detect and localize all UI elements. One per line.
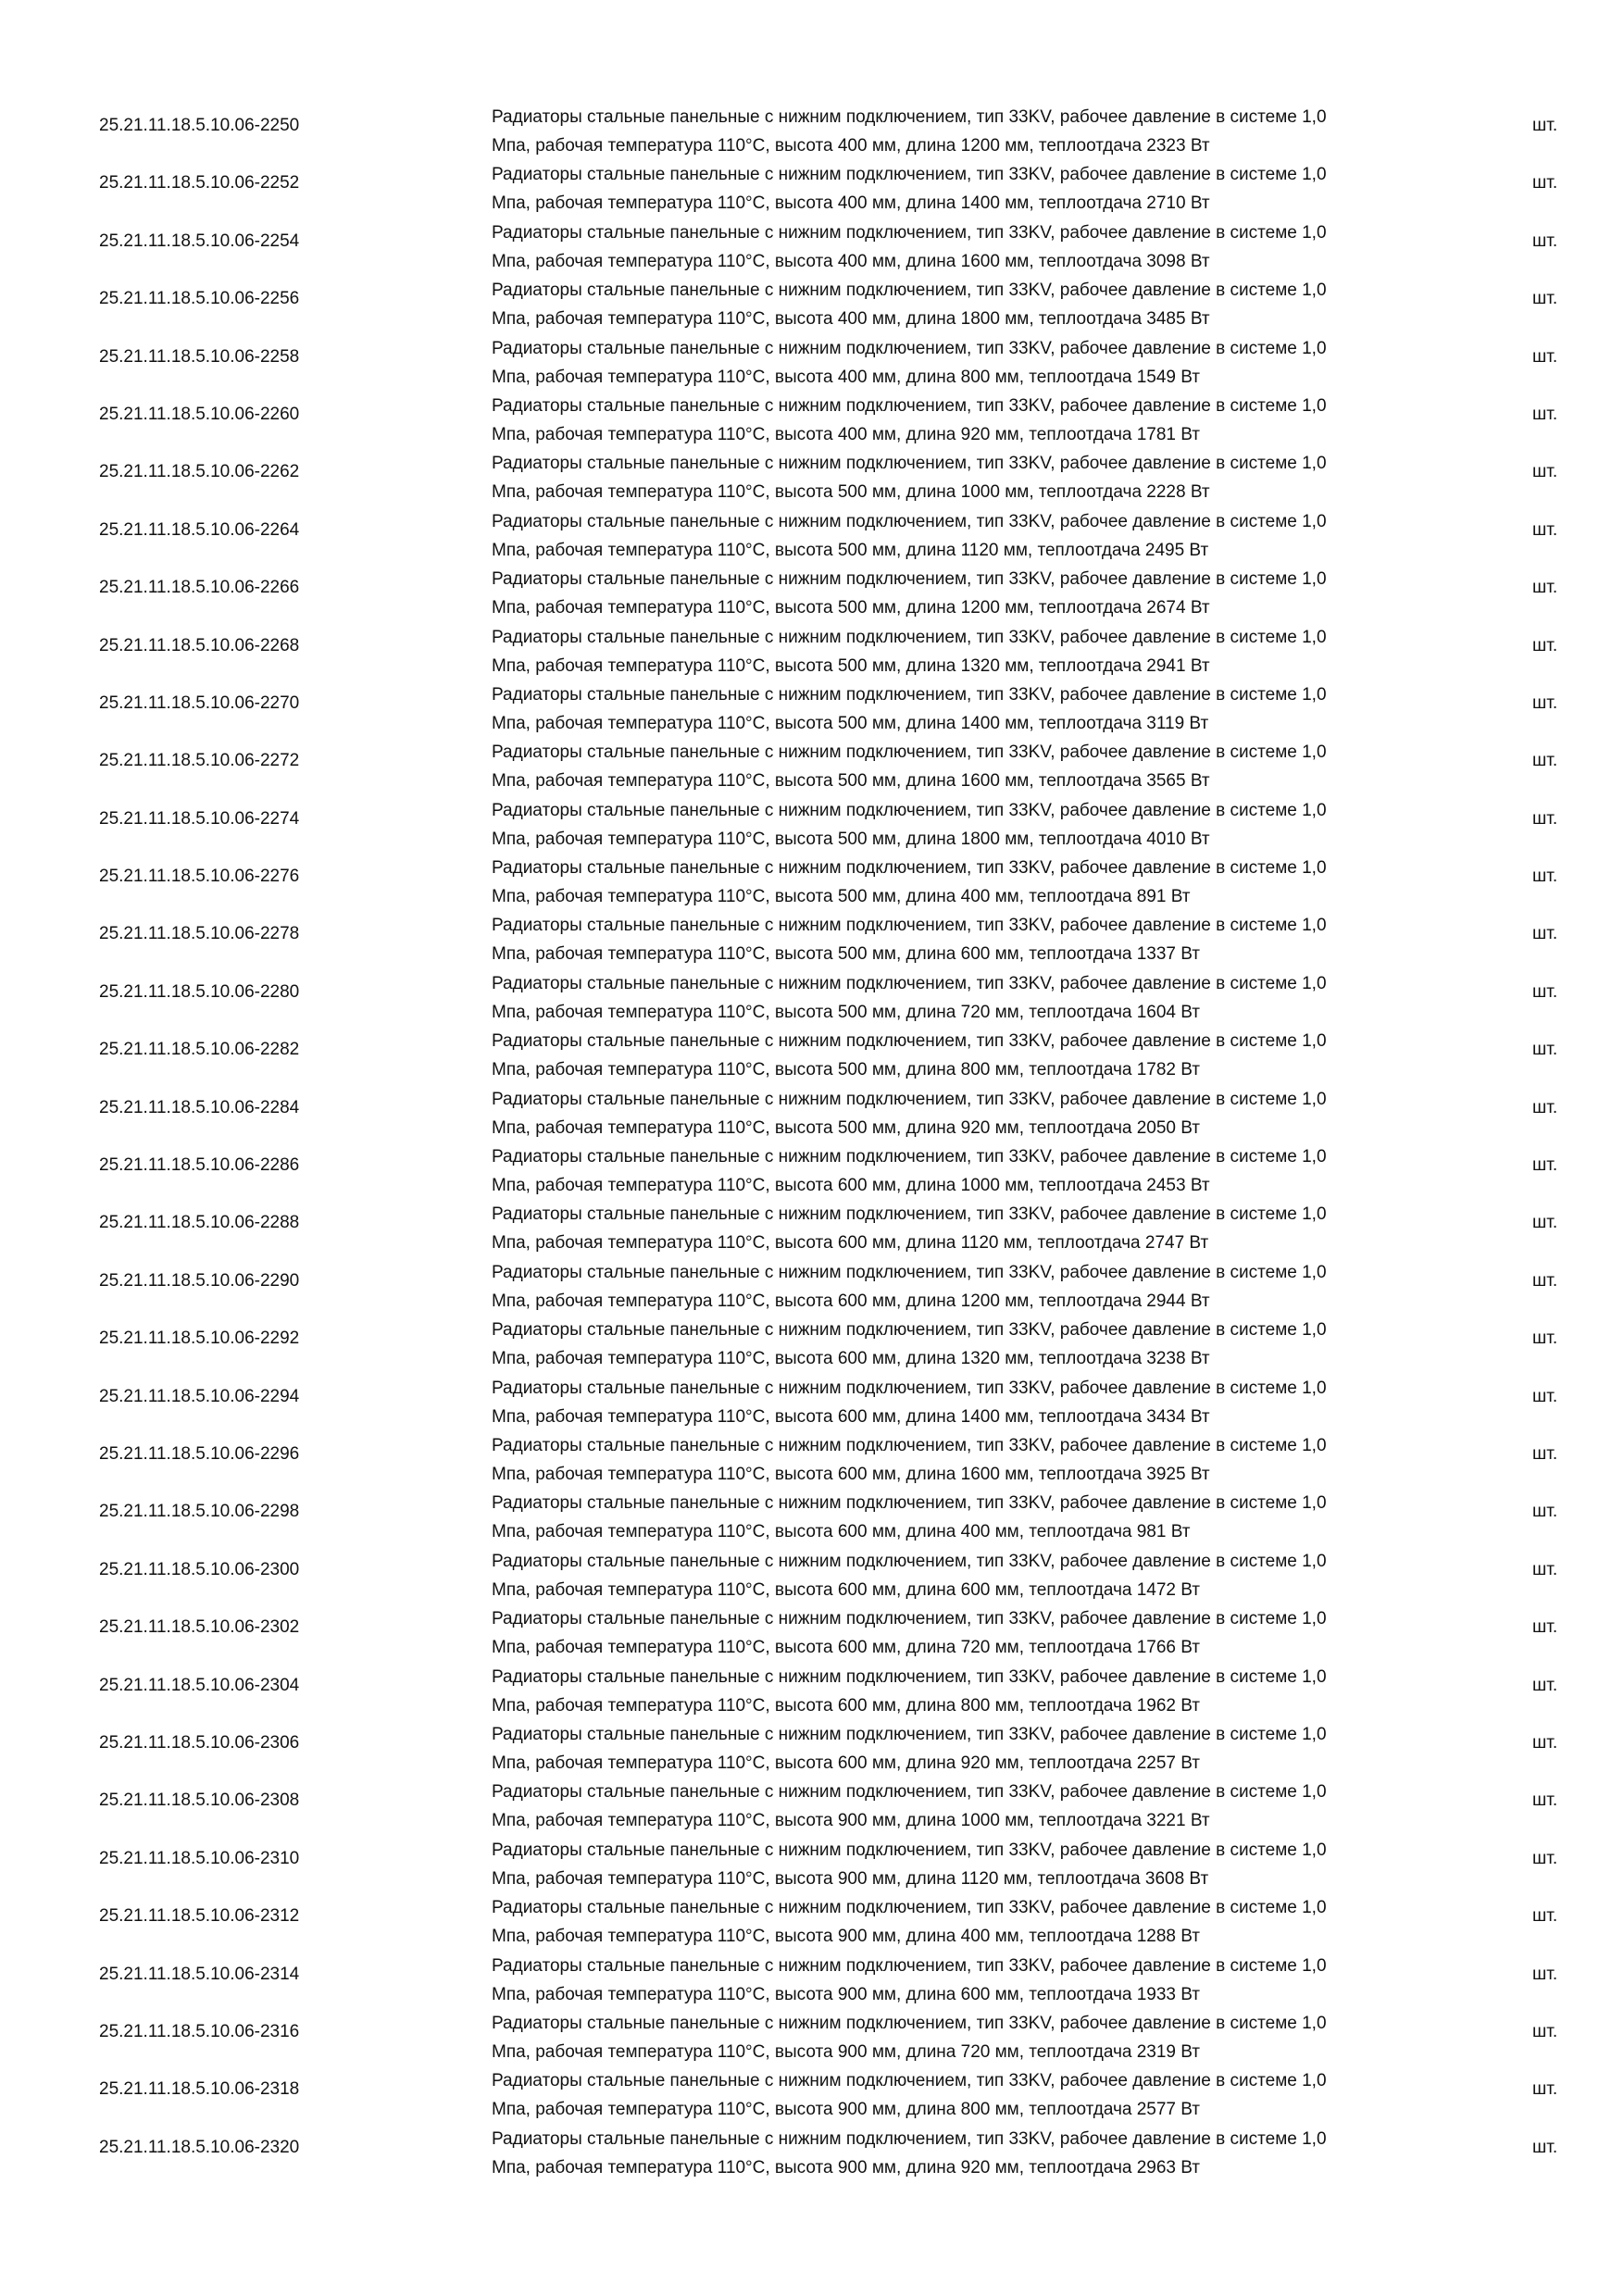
description-line-2: Мпа, рабочая температура 110°C, высота 500 мм, длина 1400 мм, теплоотдача 3119 Вт <box>492 713 1209 733</box>
table-row <box>0 1489 1624 1546</box>
item-unit: шт. <box>1532 1329 1558 1349</box>
description-line-1: Радиаторы стальные панельные с нижним подключением, тип 33KV, рабочее давление в системе 1,0 <box>492 454 1327 474</box>
table-row <box>0 1085 1624 1142</box>
item-code: 25.21.11.18.5.10.06-2308 <box>99 1791 300 1811</box>
item-unit: шт. <box>1532 1964 1558 1984</box>
item-code: 25.21.11.18.5.10.06-2312 <box>99 1906 300 1927</box>
table-row <box>0 1778 1624 1835</box>
description-line-1: Радиаторы стальные панельные с нижним подключением, тип 33KV, рабочее давление в системе 1,0 <box>492 569 1327 590</box>
table-row <box>0 276 1624 333</box>
description-line-2: Мпа, рабочая температура 110°C, высота 500 мм, длина 1600 мм, теплоотдача 3565 Вт <box>492 771 1210 792</box>
item-description <box>492 796 1464 854</box>
table-row <box>0 623 1624 680</box>
item-description <box>492 1085 1464 1142</box>
item-code: 25.21.11.18.5.10.06-2284 <box>99 1097 300 1117</box>
item-code: 25.21.11.18.5.10.06-2296 <box>99 1443 300 1464</box>
item-unit: шт. <box>1532 981 1558 1002</box>
description-line-2: Мпа, рабочая температура 110°C, высота 900 мм, длина 400 мм, теплоотдача 1288 Вт <box>492 1927 1201 1947</box>
description-line-2: Мпа, рабочая температура 110°C, высота 600 мм, длина 1600 мм, теплоотдача 3925 Вт <box>492 1464 1210 1484</box>
table-row <box>0 2009 1624 2066</box>
item-unit: шт. <box>1532 1848 1558 1868</box>
item-description <box>492 1663 1464 1720</box>
item-unit: шт. <box>1532 751 1558 771</box>
item-unit: шт. <box>1532 2079 1558 2100</box>
item-unit: шт. <box>1532 808 1558 829</box>
description-line-2: Мпа, рабочая температура 110°C, высота 600 мм, длина 1320 мм, теплоотдача 3238 Вт <box>492 1349 1210 1369</box>
description-line-1: Радиаторы стальные панельные с нижним подключением, тип 33KV, рабочее давление в системе 1,0 <box>492 1782 1327 1803</box>
description-line-1: Радиаторы стальные панельные с нижним подключением, тип 33KV, рабочее давление в системе 1,0 <box>492 1666 1327 1687</box>
item-unit: шт. <box>1532 1097 1558 1117</box>
description-line-2: Мпа, рабочая температура 110°C, высота 600 мм, длина 720 мм, теплоотдача 1766 Вт <box>492 1638 1201 1658</box>
item-code: 25.21.11.18.5.10.06-2264 <box>99 519 300 540</box>
item-code: 25.21.11.18.5.10.06-2252 <box>99 173 300 193</box>
description-line-2: Мпа, рабочая температура 110°C, высота 600 мм, длина 1000 мм, теплоотдача 2453 Вт <box>492 1176 1210 1196</box>
table-row <box>0 1258 1624 1316</box>
description-line-2: Мпа, рабочая температура 110°C, высота 600 мм, длина 400 мм, теплоотдача 981 Вт <box>492 1522 1191 1542</box>
description-line-2: Мпа, рабочая температура 110°C, высота 900 мм, длина 800 мм, теплоотдача 2577 Вт <box>492 2100 1201 2120</box>
description-line-1: Радиаторы стальные панельные с нижним подключением, тип 33KV, рабочее давление в системе 1,0 <box>492 1955 1327 1976</box>
description-line-1: Радиаторы стальные панельные с нижним подключением, тип 33KV, рабочее давление в системе 1,0 <box>492 1031 1327 1052</box>
item-unit: шт. <box>1532 1732 1558 1753</box>
table-row <box>0 1027 1624 1084</box>
item-unit: шт. <box>1532 1791 1558 1811</box>
description-line-1: Радиаторы стальные панельные с нижним подключением, тип 33KV, рабочее давление в системе 1,0 <box>492 1898 1327 1918</box>
description-line-1: Радиаторы стальные панельные с нижним подключением, тип 33KV, рабочее давление в системе 1,0 <box>492 627 1327 647</box>
item-description <box>492 2066 1464 2124</box>
table-row <box>0 449 1624 506</box>
table-row <box>0 1893 1624 1951</box>
table-row <box>0 796 1624 854</box>
item-code: 25.21.11.18.5.10.06-2286 <box>99 1155 300 1176</box>
table-row <box>0 103 1624 160</box>
table-row <box>0 1316 1624 1373</box>
table-row <box>0 218 1624 276</box>
item-code: 25.21.11.18.5.10.06-2260 <box>99 404 300 424</box>
item-code: 25.21.11.18.5.10.06-2300 <box>99 1559 300 1579</box>
item-code: 25.21.11.18.5.10.06-2306 <box>99 1732 300 1753</box>
item-code: 25.21.11.18.5.10.06-2318 <box>99 2079 300 2100</box>
item-code: 25.21.11.18.5.10.06-2274 <box>99 808 300 829</box>
table-row <box>0 1431 1624 1489</box>
item-description <box>492 1258 1464 1316</box>
item-unit: шт. <box>1532 1386 1558 1406</box>
description-line-2: Мпа, рабочая температура 110°C, высота 500 мм, длина 400 мм, теплоотдача 891 Вт <box>492 887 1191 907</box>
item-code: 25.21.11.18.5.10.06-2250 <box>99 116 300 135</box>
description-line-1: Радиаторы стальные панельные с нижним подключением, тип 33KV, рабочее давление в системе 1,0 <box>492 2071 1327 2091</box>
table-row <box>0 1663 1624 1720</box>
item-description <box>492 680 1464 738</box>
item-description <box>492 276 1464 333</box>
item-unit: шт. <box>1532 462 1558 482</box>
item-description <box>492 911 1464 968</box>
item-unit: шт. <box>1532 289 1558 309</box>
item-unit: шт. <box>1532 116 1558 135</box>
item-description <box>492 160 1464 218</box>
description-line-2: Мпа, рабочая температура 110°C, высота 400 мм, длина 800 мм, теплоотдача 1549 Вт <box>492 367 1201 387</box>
item-code: 25.21.11.18.5.10.06-2270 <box>99 693 300 713</box>
item-code: 25.21.11.18.5.10.06-2320 <box>99 2137 300 2157</box>
table-row <box>0 1547 1624 1604</box>
item-code: 25.21.11.18.5.10.06-2254 <box>99 231 300 251</box>
table-row <box>0 1374 1624 1431</box>
description-line-2: Мпа, рабочая температура 110°C, высота 500 мм, длина 1320 мм, теплоотдача 2941 Вт <box>492 655 1210 676</box>
item-unit: шт. <box>1532 1675 1558 1695</box>
item-description <box>492 1952 1464 2009</box>
item-unit: шт. <box>1532 1502 1558 1522</box>
item-description <box>492 1720 1464 1778</box>
description-line-1: Радиаторы стальные панельные с нижним подключением, тип 33KV, рабочее давление в системе 1,0 <box>492 1493 1327 1514</box>
description-line-2: Мпа, рабочая температура 110°C, высота 400 мм, длина 1600 мм, теплоотдача 3098 Вт <box>492 251 1210 271</box>
description-line-1: Радиаторы стальные панельные с нижним подключением, тип 33KV, рабочее давление в системе 1,0 <box>492 916 1327 936</box>
item-description <box>492 2125 1464 2182</box>
table-row <box>0 1952 1624 2009</box>
description-line-1: Радиаторы стальные панельные с нижним подключением, тип 33KV, рабочее давление в системе 1,0 <box>492 107 1327 127</box>
item-unit: шт. <box>1532 1270 1558 1291</box>
item-unit: шт. <box>1532 231 1558 251</box>
item-description <box>492 854 1464 911</box>
item-description <box>492 1431 1464 1489</box>
description-line-2: Мпа, рабочая температура 110°C, высота 600 мм, длина 800 мм, теплоотдача 1962 Вт <box>492 1695 1201 1716</box>
item-description <box>492 623 1464 680</box>
item-code: 25.21.11.18.5.10.06-2302 <box>99 1617 300 1638</box>
description-line-1: Радиаторы стальные панельные с нижним подключением, тип 33KV, рабочее давление в системе 1,0 <box>492 742 1327 763</box>
item-unit: шт. <box>1532 1040 1558 1060</box>
description-line-2: Мпа, рабочая температура 110°C, высота 500 мм, длина 1000 мм, теплоотдача 2228 Вт <box>492 482 1210 503</box>
item-description <box>492 507 1464 565</box>
item-unit: шт. <box>1532 404 1558 424</box>
table-row <box>0 1720 1624 1778</box>
item-code: 25.21.11.18.5.10.06-2288 <box>99 1213 300 1233</box>
description-line-1: Радиаторы стальные панельные с нижним подключением, тип 33KV, рабочее давление в системе 1,0 <box>492 1320 1327 1341</box>
table-row <box>0 911 1624 968</box>
description-line-2: Мпа, рабочая температура 110°C, высота 400 мм, длина 1800 мм, теплоотдача 3485 Вт <box>492 309 1210 330</box>
item-unit: шт. <box>1532 173 1558 193</box>
description-line-2: Мпа, рабочая температура 110°C, высота 500 мм, длина 1800 мм, теплоотдача 4010 Вт <box>492 829 1210 849</box>
item-description <box>492 1604 1464 1662</box>
description-line-1: Радиаторы стальные панельные с нижним подключением, тип 33KV, рабочее давление в системе 1,0 <box>492 222 1327 243</box>
item-code: 25.21.11.18.5.10.06-2258 <box>99 346 300 367</box>
table-row <box>0 392 1624 449</box>
description-line-1: Радиаторы стальные панельные с нижним подключением, тип 33KV, рабочее давление в системе 1,0 <box>492 1204 1327 1225</box>
item-code: 25.21.11.18.5.10.06-2268 <box>99 635 300 655</box>
price-table <box>0 103 1624 2182</box>
item-description <box>492 1027 1464 1084</box>
item-description <box>492 1142 1464 1200</box>
description-line-1: Радиаторы стальные панельные с нижним подключением, тип 33KV, рабочее давление в системе 1,0 <box>492 395 1327 416</box>
description-line-2: Мпа, рабочая температура 110°C, высота 600 мм, длина 1400 мм, теплоотдача 3434 Вт <box>492 1406 1210 1427</box>
description-line-2: Мпа, рабочая температура 110°C, высота 600 мм, длина 1120 мм, теплоотдача 2747 Вт <box>492 1233 1209 1254</box>
item-description <box>492 565 1464 622</box>
item-code: 25.21.11.18.5.10.06-2282 <box>99 1040 300 1060</box>
item-code: 25.21.11.18.5.10.06-2280 <box>99 981 300 1002</box>
description-line-2: Мпа, рабочая температура 110°C, высота 600 мм, длина 920 мм, теплоотдача 2257 Вт <box>492 1753 1201 1773</box>
table-row <box>0 738 1624 795</box>
description-line-1: Радиаторы стальные панельные с нижним подключением, тип 33KV, рабочее давление в системе 1,0 <box>492 2013 1327 2033</box>
item-description <box>492 1489 1464 1546</box>
item-unit: шт. <box>1532 1559 1558 1579</box>
description-line-1: Радиаторы стальные панельные с нижним подключением, тип 33KV, рабочее давление в системе 1,0 <box>492 1840 1327 1860</box>
item-unit: шт. <box>1532 2021 1558 2041</box>
table-row <box>0 2066 1624 2124</box>
item-description <box>492 449 1464 506</box>
description-line-1: Радиаторы стальные панельные с нижним подключением, тип 33KV, рабочее давление в системе 1,0 <box>492 1378 1327 1398</box>
description-line-1: Радиаторы стальные панельные с нижним подключением, тип 33KV, рабочее давление в системе 1,0 <box>492 800 1327 820</box>
description-line-2: Мпа, рабочая температура 110°C, высота 900 мм, длина 720 мм, теплоотдача 2319 Вт <box>492 2041 1201 2062</box>
item-unit: шт. <box>1532 2137 1558 2157</box>
description-line-1: Радиаторы стальные панельные с нижним подключением, тип 33KV, рабочее давление в системе 1,0 <box>492 2128 1327 2149</box>
table-row <box>0 854 1624 911</box>
item-code: 25.21.11.18.5.10.06-2304 <box>99 1675 300 1695</box>
item-code: 25.21.11.18.5.10.06-2294 <box>99 1386 300 1406</box>
table-row <box>0 160 1624 218</box>
description-line-1: Радиаторы стальные панельные с нижним подключением, тип 33KV, рабочее давление в системе 1,0 <box>492 1147 1327 1167</box>
item-code: 25.21.11.18.5.10.06-2256 <box>99 289 300 309</box>
description-line-2: Мпа, рабочая температура 110°C, высота 400 мм, длина 1200 мм, теплоотдача 2323 Вт <box>492 136 1210 156</box>
description-line-2: Мпа, рабочая температура 110°C, высота 400 мм, длина 1400 мм, теплоотдача 2710 Вт <box>492 193 1210 214</box>
table-row <box>0 1604 1624 1662</box>
table-row <box>0 1200 1624 1257</box>
table-row <box>0 334 1624 392</box>
item-code: 25.21.11.18.5.10.06-2272 <box>99 751 300 771</box>
description-line-2: Мпа, рабочая температура 110°C, высота 500 мм, длина 800 мм, теплоотдача 1782 Вт <box>492 1060 1201 1080</box>
item-unit: шт. <box>1532 693 1558 713</box>
item-code: 25.21.11.18.5.10.06-2290 <box>99 1270 300 1291</box>
item-unit: шт. <box>1532 519 1558 540</box>
item-code: 25.21.11.18.5.10.06-2298 <box>99 1502 300 1522</box>
description-line-1: Радиаторы стальные панельные с нижним подключением, тип 33KV, рабочее давление в системе 1,0 <box>492 1724 1327 1744</box>
item-code: 25.21.11.18.5.10.06-2278 <box>99 924 300 944</box>
description-line-1: Радиаторы стальные панельные с нижним подключением, тип 33KV, рабочее давление в системе 1,0 <box>492 1551 1327 1571</box>
item-description <box>492 1374 1464 1431</box>
description-line-2: Мпа, рабочая температура 110°C, высота 500 мм, длина 600 мм, теплоотдача 1337 Вт <box>492 944 1201 965</box>
table-row <box>0 680 1624 738</box>
description-line-1: Радиаторы стальные панельные с нижним подключением, тип 33KV, рабочее давление в системе 1,0 <box>492 281 1327 301</box>
item-unit: шт. <box>1532 578 1558 598</box>
description-line-2: Мпа, рабочая температура 110°C, высота 500 мм, длина 720 мм, теплоотдача 1604 Вт <box>492 1002 1201 1022</box>
description-line-1: Радиаторы стальные панельные с нижним подключением, тип 33KV, рабочее давление в системе 1,0 <box>492 1262 1327 1282</box>
item-description <box>492 969 1464 1027</box>
item-unit: шт. <box>1532 1155 1558 1176</box>
description-line-2: Мпа, рабочая температура 110°C, высота 500 мм, длина 1120 мм, теплоотдача 2495 Вт <box>492 540 1209 560</box>
description-line-2: Мпа, рабочая температура 110°C, высота 900 мм, длина 1000 мм, теплоотдача 3221 Вт <box>492 1811 1210 1831</box>
item-code: 25.21.11.18.5.10.06-2316 <box>99 2021 300 2041</box>
table-row <box>0 1142 1624 1200</box>
description-line-2: Мпа, рабочая температура 110°C, высота 500 мм, длина 1200 мм, теплоотдача 2674 Вт <box>492 598 1210 618</box>
table-row <box>0 2125 1624 2182</box>
description-line-1: Радиаторы стальные панельные с нижним подключением, тип 33KV, рабочее давление в системе 1,0 <box>492 858 1327 879</box>
item-description <box>492 392 1464 449</box>
item-unit: шт. <box>1532 1213 1558 1233</box>
item-description <box>492 103 1464 160</box>
item-unit: шт. <box>1532 635 1558 655</box>
item-description <box>492 1316 1464 1373</box>
item-code: 25.21.11.18.5.10.06-2262 <box>99 462 300 482</box>
description-line-2: Мпа, рабочая температура 110°C, высота 900 мм, длина 600 мм, теплоотдача 1933 Вт <box>492 1984 1201 2004</box>
item-description <box>492 2009 1464 2066</box>
item-description <box>492 218 1464 276</box>
item-code: 25.21.11.18.5.10.06-2310 <box>99 1848 300 1868</box>
description-line-1: Радиаторы стальные панельные с нижним подключением, тип 33KV, рабочее давление в системе 1,0 <box>492 684 1327 705</box>
item-unit: шт. <box>1532 1906 1558 1927</box>
table-row <box>0 507 1624 565</box>
description-line-1: Радиаторы стальные панельные с нижним подключением, тип 33KV, рабочее давление в системе 1,0 <box>492 1609 1327 1629</box>
item-description <box>492 738 1464 795</box>
item-description <box>492 1547 1464 1604</box>
description-line-2: Мпа, рабочая температура 110°C, высота 900 мм, длина 920 мм, теплоотдача 2963 Вт <box>492 2157 1201 2177</box>
description-line-2: Мпа, рабочая температура 110°C, высота 400 мм, длина 920 мм, теплоотдача 1781 Вт <box>492 424 1201 444</box>
description-line-2: Мпа, рабочая температура 110°C, высота 600 мм, длина 1200 мм, теплоотдача 2944 Вт <box>492 1291 1210 1311</box>
description-line-2: Мпа, рабочая температура 110°C, высота 900 мм, длина 1120 мм, теплоотдача 3608 Вт <box>492 1868 1209 1889</box>
item-description <box>492 1200 1464 1257</box>
table-row <box>0 565 1624 622</box>
item-description <box>492 1778 1464 1835</box>
item-code: 25.21.11.18.5.10.06-2266 <box>99 578 300 598</box>
description-line-1: Радиаторы стальные панельные с нижним подключением, тип 33KV, рабочее давление в системе 1,0 <box>492 1089 1327 1109</box>
item-unit: шт. <box>1532 1617 1558 1638</box>
item-unit: шт. <box>1532 924 1558 944</box>
item-unit: шт. <box>1532 1443 1558 1464</box>
table-row <box>0 969 1624 1027</box>
description-line-1: Радиаторы стальные панельные с нижним подключением, тип 33KV, рабочее давление в системе 1,0 <box>492 338 1327 358</box>
table-row <box>0 1836 1624 1893</box>
item-code: 25.21.11.18.5.10.06-2292 <box>99 1329 300 1349</box>
item-code: 25.21.11.18.5.10.06-2276 <box>99 867 300 887</box>
description-line-1: Радиаторы стальные панельные с нижним подключением, тип 33KV, рабочее давление в системе 1,0 <box>492 1435 1327 1455</box>
description-line-2: Мпа, рабочая температура 110°C, высота 500 мм, длина 920 мм, теплоотдача 2050 Вт <box>492 1117 1201 1138</box>
description-line-1: Радиаторы стальные панельные с нижним подключением, тип 33KV, рабочее давление в системе 1,0 <box>492 511 1327 531</box>
description-line-1: Радиаторы стальные панельные с нижним подключением, тип 33KV, рабочее давление в системе 1,0 <box>492 165 1327 185</box>
item-description <box>492 1893 1464 1951</box>
description-line-1: Радиаторы стальные панельные с нижним подключением, тип 33KV, рабочее давление в системе 1,0 <box>492 973 1327 993</box>
item-unit: шт. <box>1532 867 1558 887</box>
item-description <box>492 1836 1464 1893</box>
item-description <box>492 334 1464 392</box>
description-line-2: Мпа, рабочая температура 110°C, высота 600 мм, длина 600 мм, теплоотдача 1472 Вт <box>492 1579 1201 1600</box>
item-code: 25.21.11.18.5.10.06-2314 <box>99 1964 300 1984</box>
item-unit: шт. <box>1532 346 1558 367</box>
